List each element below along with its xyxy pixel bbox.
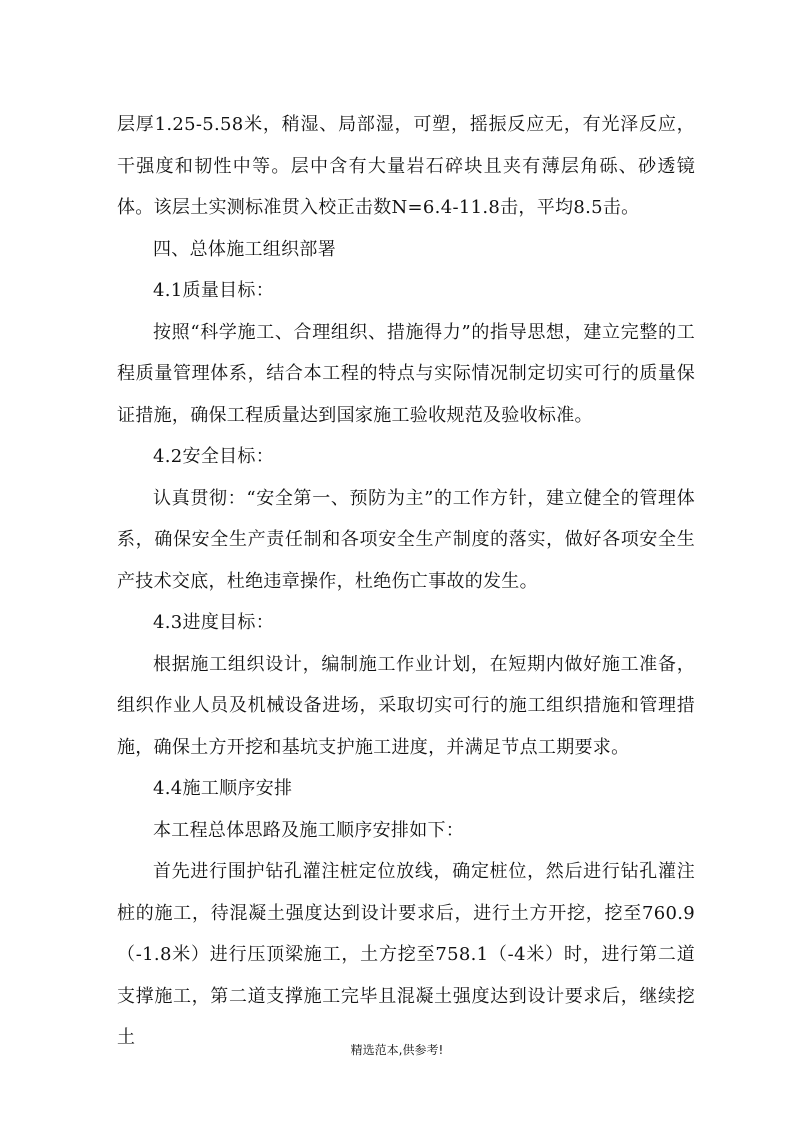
paragraph-progress-goal: 根据施工组织设计，编制施工作业计划，在短期内做好施工准备，组织作业人员及机械设备进场，采取切实可行的施工组织措施和管理措施，确保土方开挖和基坑支护施工进度，并满足节点工期要求。 [117,653,695,758]
page-footer: 精选范本,供参考! [350,1043,444,1057]
subheading-progress-goal: 4.3进度目标： [153,612,275,633]
paragraph-quality-goal: 按照“科学施工、合理组织、措施得力”的指导思想，建立完整的工程质量管理体系，结合本工程的特点与实际情况制定切实可行的质量保证措施，确保工程质量达到国家施工验收规范及验收标准。 [117,321,695,426]
paragraph-soil-layer: 层厚1.25-5.58米，稍湿、局部湿，可塑，摇振反应无，有光泽反应，干强度和韧性中等。层中含有大量岩石碎块且夹有薄层角砾、砂透镜体。该层土实测标准贯入校正击数N=6.4-11.8击，平均8.5击。 [117,114,695,218]
subheading-quality-goal: 4.1质量目标： [153,280,275,301]
paragraph-sequence-details: 首先进行围护钻孔灌注桩定位放线，确定桩位，然后进行钻孔灌注桩的施工，待混凝土强度达到设计要求后，进行土方开挖，挖至760.9（-1.8米）进行压顶梁施工，土方挖至758.1（-4米）时，进行第二道支撑施工，第二道支撑施工完毕且混凝土强度达到设计要求后，继续挖土 [117,861,695,1048]
subheading-construction-sequence: 4.4施工顺序安排 [153,778,293,799]
document-body [117,104,695,1059]
subheading-safety-goal: 4.2安全目标： [153,446,275,467]
paragraph-sequence-intro: 本工程总体思路及施工顺序安排如下： [153,819,465,841]
section-heading-organization: 四、总体施工组织部署 [153,238,336,260]
paragraph-safety-goal: 认真贯彻：“安全第一、预防为主”的工作方针，建立健全的管理体系，确保安全生产责任制和各项安全生产制度的落实，做好各项安全生产技术交底，杜绝违章操作，杜绝伤亡事故的发生。 [117,487,695,592]
